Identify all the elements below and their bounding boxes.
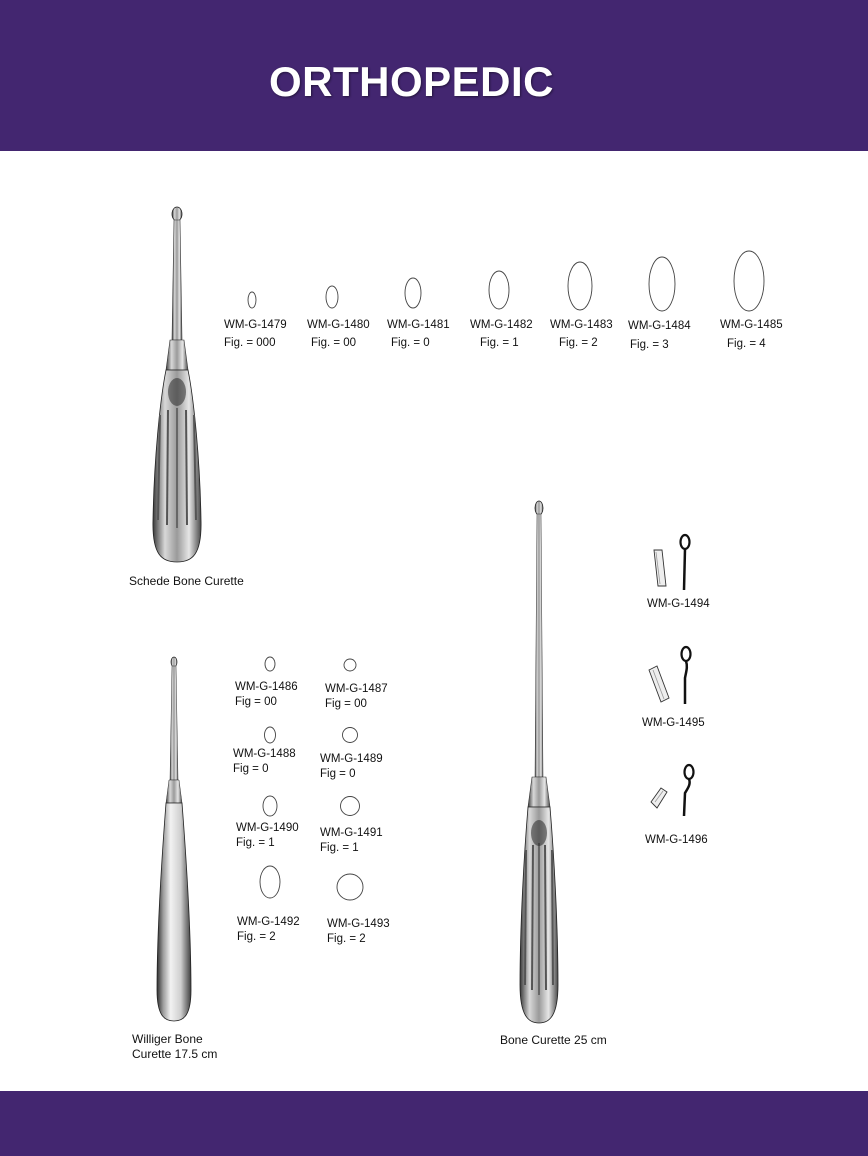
tip-code-1496: WM-G-1496 bbox=[645, 834, 708, 846]
schede-caption: Schede Bone Curette bbox=[129, 574, 244, 588]
item-fig: Fig = 00 bbox=[325, 698, 367, 710]
item-fig: Fig. = 4 bbox=[727, 338, 766, 350]
item-fig: Fig. = 3 bbox=[630, 339, 669, 351]
item-fig: Fig = 0 bbox=[233, 763, 269, 775]
item-fig: Fig. = 000 bbox=[224, 337, 276, 349]
item-code: WM-G-1489 bbox=[320, 753, 383, 765]
tip-outline-1489 bbox=[343, 728, 358, 743]
item-code: WM-G-1483 bbox=[550, 319, 613, 331]
tip-outline-1493 bbox=[337, 874, 363, 900]
williger-caption bbox=[132, 1032, 217, 1062]
footer-banner bbox=[0, 1091, 868, 1156]
tip-outline-1492 bbox=[260, 866, 280, 898]
williger-item-1490 bbox=[236, 821, 299, 851]
item-code: WM-G-1484 bbox=[628, 320, 691, 332]
tip-code-1494: WM-G-1494 bbox=[647, 598, 710, 610]
williger-caption-line2: Curette 17.5 cm bbox=[132, 1047, 218, 1061]
tip-outline-1491 bbox=[341, 797, 360, 816]
item-fig: Fig. = 1 bbox=[320, 842, 359, 854]
williger-item-1493 bbox=[327, 917, 390, 947]
item-code: WM-G-1487 bbox=[325, 683, 388, 695]
bone-curette-image bbox=[510, 495, 570, 1030]
williger-item-1488 bbox=[233, 747, 296, 777]
tip-variant-1494 bbox=[648, 528, 698, 593]
item-code: WM-G-1490 bbox=[236, 822, 299, 834]
item-fig: Fig = 0 bbox=[320, 768, 356, 780]
item-code: WM-G-1482 bbox=[470, 319, 533, 331]
item-code: WM-G-1480 bbox=[307, 319, 370, 331]
tip-outline-1488 bbox=[265, 727, 276, 743]
page-title: ORTHOPEDIC bbox=[269, 58, 555, 105]
item-fig: Fig. = 0 bbox=[391, 337, 430, 349]
item-code: WM-G-1479 bbox=[224, 319, 287, 331]
item-code: WM-G-1486 bbox=[235, 681, 298, 693]
bone-curette-caption: Bone Curette 25 cm bbox=[500, 1033, 607, 1047]
item-fig: Fig. = 1 bbox=[236, 837, 275, 849]
item-code: WM-G-1493 bbox=[327, 918, 390, 930]
williger-item-1487 bbox=[325, 682, 388, 712]
item-code: WM-G-1481 bbox=[387, 319, 450, 331]
tip-outline-1486 bbox=[265, 657, 275, 671]
tip-outline-1490 bbox=[263, 796, 277, 816]
williger-item-1491 bbox=[320, 826, 383, 856]
williger-item-1492 bbox=[237, 915, 300, 945]
item-fig: Fig. = 2 bbox=[559, 337, 598, 349]
williger-item-1489 bbox=[320, 752, 383, 782]
item-fig: Fig. = 00 bbox=[311, 337, 357, 349]
tip-outline-1487 bbox=[344, 659, 356, 671]
tip-variant-1495 bbox=[645, 642, 700, 707]
item-fig: Fig. = 1 bbox=[480, 337, 519, 349]
item-code: WM-G-1492 bbox=[237, 916, 300, 928]
williger-caption-line1: Williger Bone bbox=[132, 1032, 203, 1046]
item-fig: Fig. = 2 bbox=[327, 933, 366, 945]
tip-variant-1496 bbox=[645, 760, 700, 820]
item-fig: Fig = 00 bbox=[235, 696, 277, 708]
item-code: WM-G-1488 bbox=[233, 748, 296, 760]
item-code: WM-G-1491 bbox=[320, 827, 383, 839]
item-fig: Fig. = 2 bbox=[237, 931, 276, 943]
tip-code-1495: WM-G-1495 bbox=[642, 717, 705, 729]
williger-item-1486 bbox=[235, 680, 298, 710]
item-code: WM-G-1485 bbox=[720, 319, 783, 331]
